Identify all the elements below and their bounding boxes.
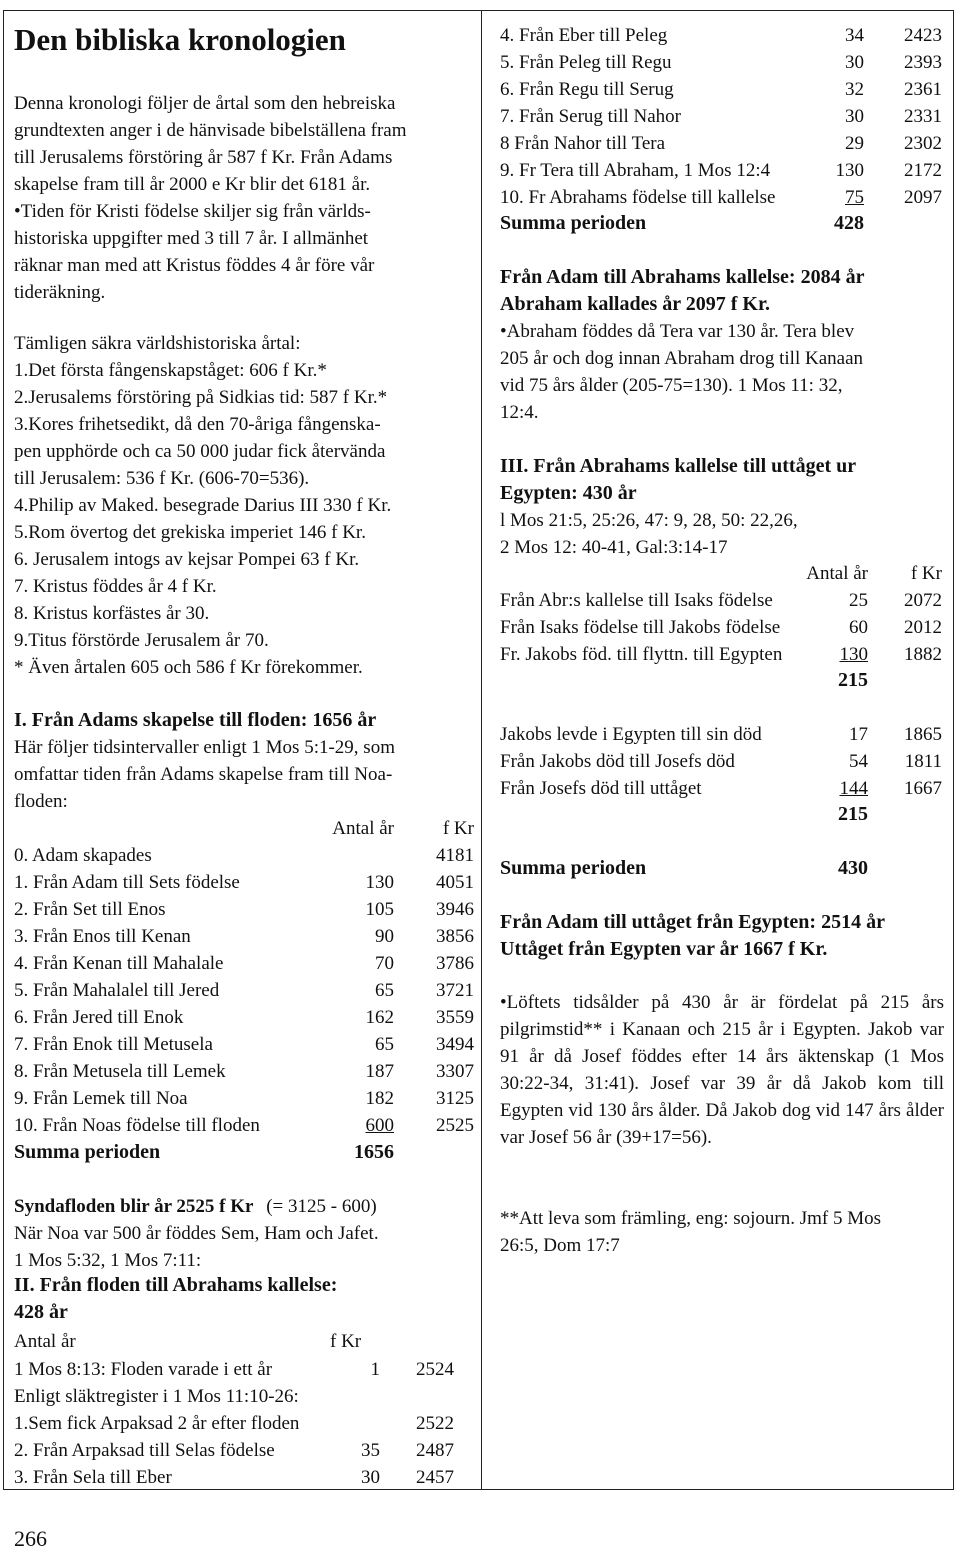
sum-value: 428 (834, 212, 864, 234)
row-bc: 2522 (416, 1413, 454, 1434)
secular-line: 7. Kristus föddes år 4 f Kr. (14, 576, 217, 597)
footnote-line: 26:5, Dom 17:7 (500, 1235, 620, 1256)
secular-heading: Tämligen säkra världshistoriska årtal: (14, 333, 301, 354)
abraham-line: 12:4. (500, 402, 539, 423)
row-label: 10. Fr Abrahams födelse till kallelse (500, 187, 776, 208)
secular-line: 3.Kores frihetsedikt, då den 70-åriga fångenska- (14, 414, 381, 435)
row-years: 130 (839, 644, 868, 665)
row-years: 90 (375, 926, 394, 947)
intro-line: till Jerusalems förstöring år 587 f Kr. Från Adams (14, 147, 393, 168)
row-label: Från Abr:s kallelse till Isaks födelse (500, 590, 773, 611)
row-bc: 3559 (436, 1007, 474, 1028)
row-years: 30 (845, 52, 864, 73)
secular-line: pen upphörde och ca 50 000 judar fick återvända (14, 441, 386, 462)
row-years: 35 (361, 1440, 380, 1461)
intro-line: räknar man med att Kristus föddes 4 år före vår (14, 255, 375, 276)
row-bc: 3786 (436, 953, 474, 974)
row-years: 1 (370, 1359, 380, 1380)
column-header-years: Antal år (14, 1331, 76, 1352)
row-years: 600 (365, 1115, 394, 1136)
sum-label: Summa perioden (500, 857, 647, 879)
row-label: Från Jakobs död till Josefs död (500, 751, 735, 772)
promise-paragraph: •Löftets tidsålder på 430 år är fördelat på 215 års pilgrimstid** i Kanaan och 215 år i Egypten. Jakob var 91 år då Josef föddes efter 14 års äktenskap (1 Mos 30:22-34, 31:41). Josef var 39 år då Jakob kom till Egypten vid 130 års ålder. Då Jakob dog vid 147 års ålder var Josef 56 år (39+17=56). (500, 992, 944, 1148)
intro-line: grundtexten anger i de hänvisade bibelställena fram (14, 120, 407, 141)
row-bc: 2331 (904, 106, 942, 127)
row-label: 3. Från Enos till Kenan (14, 926, 191, 947)
row-label: 6. Från Jered till Enok (14, 1007, 184, 1028)
section-3-ref: 2 Mos 12: 40-41, Gal:3:14-17 (500, 537, 728, 558)
row-years: 130 (835, 160, 864, 181)
flood-year-bold: Syndafloden blir år 2525 f Kr (14, 1196, 254, 1217)
row-bc: 2097 (904, 187, 942, 208)
row-label: 9. Från Lemek till Noa (14, 1088, 188, 1109)
row-bc: 3125 (436, 1088, 474, 1109)
abraham-bold-2: Abraham kallades år 2097 f Kr. (500, 293, 771, 315)
row-label: 5. Från Peleg till Regu (500, 52, 672, 73)
row-years: 144 (839, 778, 868, 799)
secular-line: * Även årtalen 605 och 586 f Kr förekommer. (14, 657, 363, 678)
row-label: 4. Från Kenan till Mahalale (14, 953, 224, 974)
secular-line: 9.Titus förstörde Jerusalem år 70. (14, 630, 269, 651)
abraham-line: •Abraham föddes då Tera var 130 år. Tera blev (500, 321, 855, 342)
row-label: 8 Från Nahor till Tera (500, 133, 666, 154)
section-3-heading-years: Egypten: 430 år (500, 482, 637, 504)
row-bc: 2172 (904, 160, 942, 181)
intro-line: •Tiden för Kristi födelse skiljer sig från världs- (14, 201, 371, 222)
row-years: 34 (845, 25, 864, 46)
section-3-ref: l Mos 21:5, 25:26, 47: 9, 28, 50: 22,26, (500, 510, 798, 531)
secular-line: 5.Rom övertog det grekiska imperiet 146 f Kr. (14, 522, 366, 543)
row-label: 1 Mos 8:13: Floden varade i ett år (14, 1359, 273, 1380)
page-number: 266 (14, 1526, 47, 1551)
row-label: 3. Från Sela till Eber (14, 1467, 172, 1488)
flood-line-2: När Noa var 500 år föddes Sem, Ham och Jafet. (14, 1223, 379, 1244)
row-years: 75 (845, 187, 864, 208)
abraham-line: 205 år och dog innan Abraham drog till Kanaan (500, 348, 864, 369)
register-note: Enligt släktregister i 1 Mos 11:10-26: (14, 1386, 299, 1407)
sum-value: 430 (838, 857, 868, 879)
row-years: 65 (375, 980, 394, 1001)
row-years: 105 (365, 899, 394, 920)
row-label: 1.Sem fick Arpaksad 2 år efter floden (14, 1413, 300, 1434)
row-years: 65 (375, 1034, 394, 1055)
row-label: Från Josefs död till uttåget (500, 778, 702, 799)
row-bc: 2524 (416, 1359, 454, 1380)
secular-line: 1.Det första fångenskapståget: 606 f Kr.* (14, 360, 327, 381)
flood-line-1 (14, 1193, 377, 1220)
exodus-bold-1: Från Adam till uttåget från Egypten: 2514 år (500, 911, 885, 933)
row-label: 6. Från Regu till Serug (500, 79, 674, 100)
column-header-years: Antal år (806, 563, 868, 584)
page-title: Den bibliska kronologien (14, 22, 346, 57)
section-2-heading-years: 428 år (14, 1301, 68, 1323)
row-bc: 2072 (904, 590, 942, 611)
row-label: 1. Från Adam till Sets födelse (14, 872, 240, 893)
footnote-line: **Att leva som främling, eng: sojourn. Jmf 5 Mos (500, 1208, 882, 1229)
exodus-bold-2: Uttåget från Egypten var år 1667 f Kr. (500, 938, 828, 960)
section-1-text: omfattar tiden från Adams skapelse fram till Noa- (14, 764, 393, 785)
row-bc: 2457 (416, 1467, 454, 1488)
section-1-heading: I. Från Adams skapelse till floden: 1656 år (14, 709, 377, 731)
row-bc: 3721 (436, 980, 474, 1001)
row-years: 29 (845, 133, 864, 154)
column-header-bc: f Kr (442, 818, 474, 839)
row-bc: 1865 (904, 724, 942, 745)
column-divider (481, 10, 482, 1490)
row-bc: 3494 (436, 1034, 474, 1055)
row-label: Fr. Jakobs föd. till flyttn. till Egypten (500, 644, 783, 665)
row-years: 187 (365, 1061, 394, 1082)
flood-line-3: 1 Mos 5:32, 1 Mos 7:11: (14, 1250, 202, 1271)
row-bc: 4181 (436, 845, 474, 866)
row-label: 4. Från Eber till Peleg (500, 25, 668, 46)
column-header-bc: f Kr (330, 1331, 362, 1352)
row-years: 17 (849, 724, 868, 745)
sum-value: 1656 (354, 1141, 394, 1163)
flood-calc: (= 3125 - 600) (266, 1196, 377, 1217)
section-1-text: Här följer tidsintervaller enligt 1 Mos 5:1-29, som (14, 737, 395, 758)
section-3-heading: III. Från Abrahams kallelse till uttåget ur (500, 455, 857, 477)
row-label: Från Isaks födelse till Jakobs födelse (500, 617, 781, 638)
row-label: 2. Från Arpaksad till Selas födelse (14, 1440, 275, 1461)
row-bc: 2393 (904, 52, 942, 73)
row-bc: 1882 (904, 644, 942, 665)
secular-line: 2.Jerusalems förstöring på Sidkias tid: 587 f Kr.* (14, 387, 388, 408)
row-label: Jakobs levde i Egypten till sin död (500, 724, 762, 745)
row-bc: 2423 (904, 25, 942, 46)
row-years: 162 (365, 1007, 394, 1028)
row-label: 7. Från Enok till Metusela (14, 1034, 213, 1055)
row-years: 32 (845, 79, 864, 100)
row-years: 30 (361, 1467, 380, 1488)
row-label: 8. Från Metusela till Lemek (14, 1061, 226, 1082)
row-bc: 1667 (904, 778, 942, 799)
row-bc: 3307 (436, 1061, 474, 1082)
row-bc: 2302 (904, 133, 942, 154)
column-header-years: Antal år (332, 818, 394, 839)
row-bc: 2487 (416, 1440, 454, 1461)
sum-label: Summa perioden (14, 1141, 161, 1163)
subtotal: 215 (838, 669, 868, 691)
secular-line: till Jerusalem: 536 f Kr. (606-70=536). (14, 468, 310, 489)
intro-line: Denna kronologi följer de årtal som den hebreiska (14, 93, 396, 114)
row-bc: 1811 (904, 751, 942, 772)
section-2-heading: II. Från floden till Abrahams kallelse: (14, 1274, 338, 1296)
subtotal: 215 (838, 803, 868, 825)
secular-line: 8. Kristus korfästes år 30. (14, 603, 210, 624)
section-1-text: floden: (14, 791, 68, 812)
row-years: 130 (365, 872, 394, 893)
row-years: 25 (849, 590, 868, 611)
row-label: 2. Från Set till Enos (14, 899, 166, 920)
row-label: 5. Från Mahalalel till Jered (14, 980, 220, 1001)
row-label: 7. Från Serug till Nahor (500, 106, 682, 127)
secular-line: 4.Philip av Maked. besegrade Darius III 330 f Kr. (14, 495, 392, 516)
row-label: 0. Adam skapades (14, 845, 152, 866)
row-label: 10. Från Noas födelse till floden (14, 1115, 260, 1136)
row-years: 54 (849, 751, 868, 772)
row-bc: 2525 (436, 1115, 474, 1136)
secular-line: 6. Jerusalem intogs av kejsar Pompei 63 f Kr. (14, 549, 360, 570)
intro-line: historiska uppgifter med 3 till 7 år. I allmänhet (14, 228, 369, 249)
intro-line: skapelse fram till år 2000 e Kr blir det 6181 år. (14, 174, 371, 195)
row-label: 9. Fr Tera till Abraham, 1 Mos 12:4 (500, 160, 771, 181)
column-header-bc: f Kr (910, 563, 942, 584)
row-years: 60 (849, 617, 868, 638)
abraham-bold-1: Från Adam till Abrahams kallelse: 2084 år (500, 266, 865, 288)
row-years: 30 (845, 106, 864, 127)
row-bc: 3946 (436, 899, 474, 920)
row-bc: 2361 (904, 79, 942, 100)
intro-line: tideräkning. (14, 282, 106, 303)
sum-label: Summa perioden (500, 212, 647, 234)
row-bc: 4051 (436, 872, 474, 893)
row-years: 182 (365, 1088, 394, 1109)
abraham-line: vid 75 års ålder (205-75=130). 1 Mos 11: 32, (500, 375, 843, 396)
row-years: 70 (375, 953, 394, 974)
row-bc: 3856 (436, 926, 474, 947)
row-bc: 2012 (904, 617, 942, 638)
